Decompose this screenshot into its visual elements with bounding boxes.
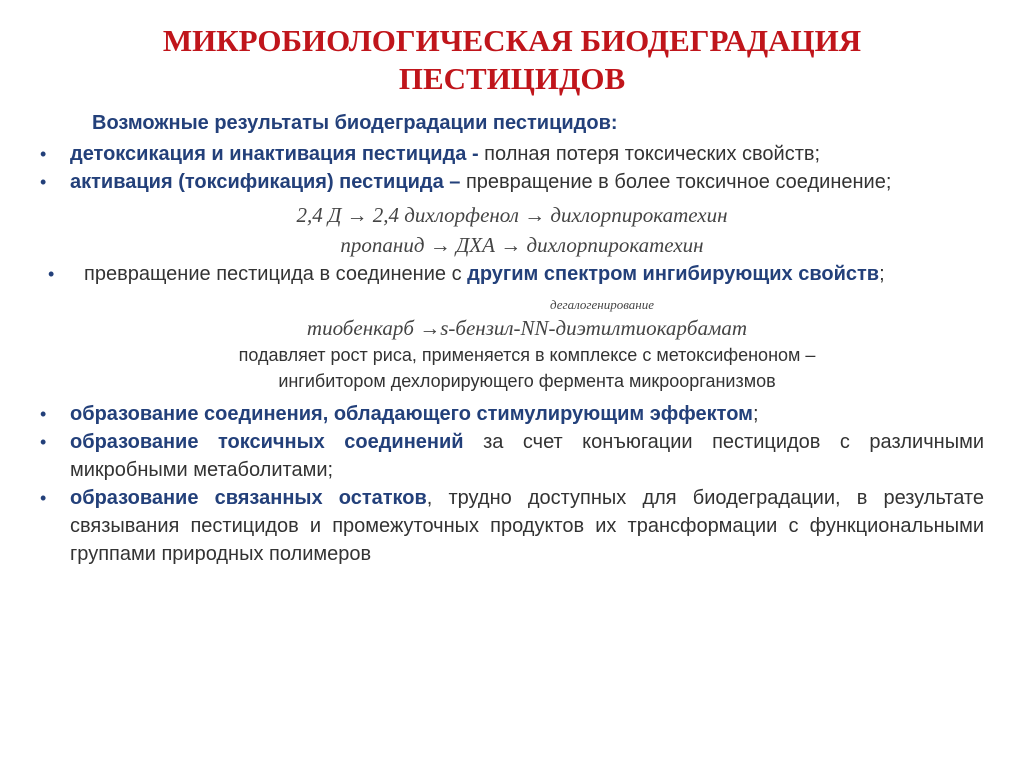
formula-tiobenkarb: тиобенкарб →s-бензил-NN-диэтилтиокарбамат [306, 316, 748, 340]
slide-title [40, 22, 984, 98]
reaction-label: дегалогенирование [550, 297, 654, 312]
item-highlight: образование связанных остатков [70, 487, 427, 509]
bullet-icon: • [40, 144, 47, 164]
item-highlight: образование соединения, обладающего стимулирующим эффектом [70, 403, 753, 425]
list-item [40, 140, 984, 168]
list-item [40, 168, 984, 196]
content-list [40, 140, 984, 568]
item-text: превращение в более токсичное соединение; [460, 171, 892, 193]
item-text: , трудно доступных для биодеградации, в результате связывания пестицидов и промежуточных продуктов их трансформации с функциональными группами природных полимеров [70, 487, 984, 565]
note-line-1: подавляет рост риса, применяется в комплексе с метоксифеноном – [238, 345, 816, 365]
title-line-2: ПЕСТИЦИДОВ [398, 61, 626, 96]
bullet-icon: • [40, 488, 47, 508]
subtitle: Возможные результаты биодеградации пестицидов: [92, 112, 618, 134]
item-highlight: активация (токсификация) пестицида – [70, 171, 461, 193]
item-text-pre: превращение пестицида в соединение с [84, 263, 468, 285]
item-highlight: детоксикация и инактивация пестицида - [70, 143, 479, 165]
list-item [40, 484, 984, 568]
note-line-2: ингибитором дехлорирующего фермента микроорганизмов [278, 371, 776, 391]
item-highlight: другим спектром ингибирующих свойств [467, 263, 880, 285]
bullet-icon: • [40, 404, 47, 424]
list-item [40, 400, 984, 428]
item-text: ; [879, 263, 885, 285]
formula-2-4-d: 2,4 Д → 2,4 дихлорфенол → дихлорпирокатехин [296, 203, 728, 227]
item-text: полная потеря токсических свойств; [478, 143, 821, 165]
item-text: за счет конъюгации пестицидов с различными микробными метаболитами; [70, 431, 984, 481]
list-item [40, 428, 984, 484]
formula-propanid: пропанид → ДХА → дихлорпирокатехин [340, 233, 704, 257]
item-text: ; [752, 403, 759, 425]
list-item [40, 260, 984, 288]
bullet-icon: • [40, 172, 47, 192]
title-line-1: МИКРОБИОЛОГИЧЕСКАЯ БИОДЕГРАДАЦИЯ [162, 23, 862, 58]
item-highlight: образование токсичных соединений [70, 431, 464, 453]
bullet-icon: • [48, 264, 55, 284]
bullet-icon: • [40, 432, 47, 452]
